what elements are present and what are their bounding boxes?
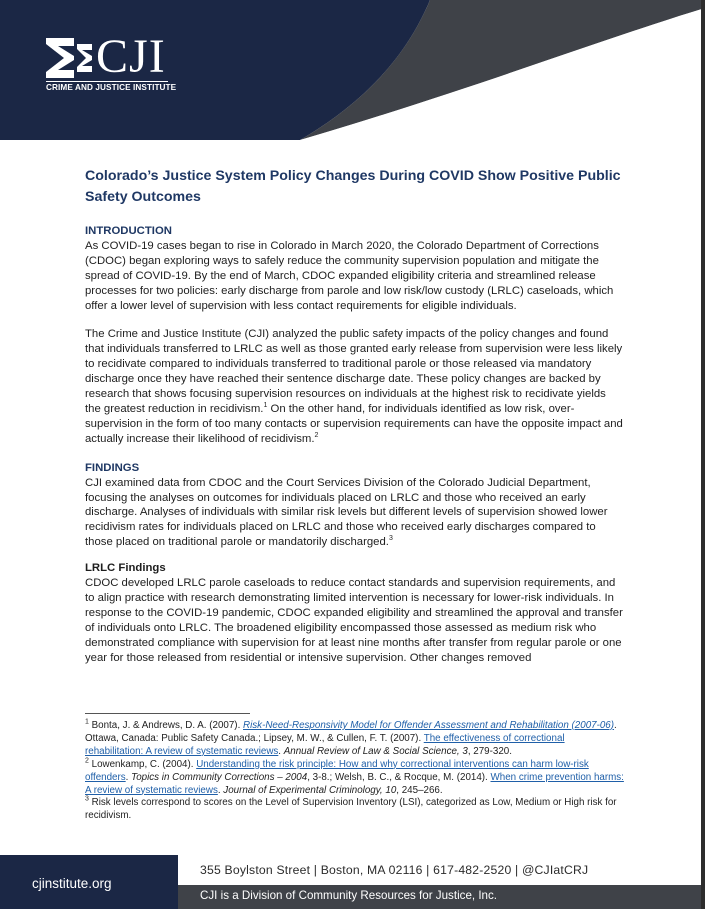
lrlc-paragraph: CDOC developed LRLC parole caseloads to reduce contact standards and supervision requirements, and to align practice with research demonstrating limited intervention is necessary for lower-risk individuals. In response to the COVID-19 pandemic, CDOC expanded eligibility and streamlined the approval and transfer of individuals onto LRLC. The broadened eligibility encompassed those assessed as medium risk who demonstrated compliance with supervision for at least nine months after transfer from regular parole or one year for those released from residential or intensive supervision. Other changes removed [85,577,623,664]
intro-p2-text-a: The Crime and Justice Institute (CJI) analyzed the public safety impacts of the policy changes and found that individuals transferred to LRLC as well as those granted early release from supervision were less likely to recidivate compared to individuals transferred to traditional parole or those released via mandatory discharge once they have reached their sentence discharge date. These policy changes are backed by research that shows focusing supervision resources on individuals at the highest risk to recidivate yields the greatest reduction in recidivism. [85,328,623,415]
footnote-ref-3: 3 [388,535,393,543]
footnote-1-link-2[interactable]: The effectiveness of correctional rehabilitation: A review of systematic reviews [85,732,565,757]
page-title: Colorado’s Justice System Policy Changes During COVID Show Positive Public Safety Outcomes [85,168,621,205]
introduction-paragraph-1: As COVID-19 cases began to rise in Colorado in March 2020, the Colorado Department of Corrections (CDOC) began exploring ways to safely reduce the community supervision population and mitigate the spread of COVID-19. By the end of March, CDOC expanded eligibility criteria and streamlined release processes for two policies: early discharge from parole and low risk/low custody (LRLC) caseloads, which offer a lower level of supervision with less contact requirements for eligible individuals. [85,239,614,312]
footnote-2-text-e: , 245–266. [396,784,443,796]
lrlc-heading: LRLC Findings [85,562,166,575]
footnote-3-text: Risk levels correspond to scores on the Level of Supervision Inventory (LSI), categorized as Low, Medium or High risk for recidivism. [85,797,617,822]
footnote-2 [85,759,625,798]
footnote-2-text-d: . [217,784,224,796]
footnote-2-text-b: . [125,771,132,783]
footnote-1-text-c: . [278,745,284,757]
findings-paragraph [85,476,623,551]
logo-letters: CJI [96,30,166,83]
footnote-1-journal: Annual Review of Law & Social Science, 3 [283,745,468,757]
findings-heading: FINDINGS [85,461,140,474]
footer-division-bar [178,885,705,909]
introduction-paragraph-2 [85,327,623,446]
footer-website-link[interactable]: cjinstitute.org [32,876,112,891]
main-content [85,224,623,665]
footnote-2-text-a: Lowenkamp, C. (2004). [88,758,197,770]
footer-division-text: CJI is a Division of Community Resources for Justice, Inc. [200,889,498,902]
footnote-divider [85,713,250,714]
footnote-2-journal-1: Topics in Community Corrections – 2004 [131,771,308,783]
intro-p2-text-b: On the other hand, for individuals identified as low risk, over-supervision in the form of too many contacts or supervision requirements can have the opposite impact and actually increase their likelihood of recidivism. [85,402,623,445]
logo-chevron-icon [44,36,98,80]
footnote-2-text-c: , 3-8.; Welsh, B. C., & Rocque, M. (2014). [307,771,491,783]
footnote-ref-1: 1 [263,402,268,410]
footnote-2-link-2[interactable]: When crime prevention harms: A review of systematic reviews [85,771,624,796]
footer-url-block [0,855,178,909]
footnote-1-text-d: , 279-320. [467,745,512,757]
footnote-1-link-1[interactable]: Risk-Need-Responsivity Model for Offender Assessment and Rehabilitation (2007-06) [243,720,615,731]
footer-address: 355 Boylston Street | Boston, MA 02116 | 617-482-2520 | @CJIatCRJ [200,863,589,877]
footer-address-block [178,855,705,885]
logo-tagline: CRIME AND JUSTICE INSTITUTE [46,83,177,92]
footnote-2-link-1[interactable]: Understanding the risk principle: How and why correctional interventions can harm low-risk offenders [85,758,589,783]
footnote-1-number: 1 [85,718,89,726]
cji-logo [44,30,184,98]
footnote-3-number: 3 [85,796,89,804]
footnote-1-text-a: Bonta, J. & Andrews, D. A. (2007). [88,720,244,731]
footnote-2-number: 2 [85,757,89,765]
footnote-ref-2: 2 [314,432,319,439]
footnote-3 [85,797,625,823]
footnote-1-text-b: . Ottawa, Canada: Public Safety Canada.; Lipsey, M. W., & Cullen, F. T. (2007). [85,720,617,744]
footnotes [85,720,625,823]
footnote-1 [85,720,625,759]
introduction-heading: INTRODUCTION [85,225,172,237]
footnote-2-journal-2: Journal of Experimental Criminology, 10 [223,784,397,796]
findings-text: CJI examined data from CDOC and the Court Services Division of the Colorado Judicial Department, focusing the analyses on outcomes for individuals placed on LRLC and those who received an early discharge. Analyses of individuals with similar risk levels but different levels of supervision showed lower recidivism rates for individuals placed on LRLC and those who received early discharges compared to those placed on traditional parole or mandatorily discharged. [85,476,608,549]
viewer-edge [701,0,705,909]
